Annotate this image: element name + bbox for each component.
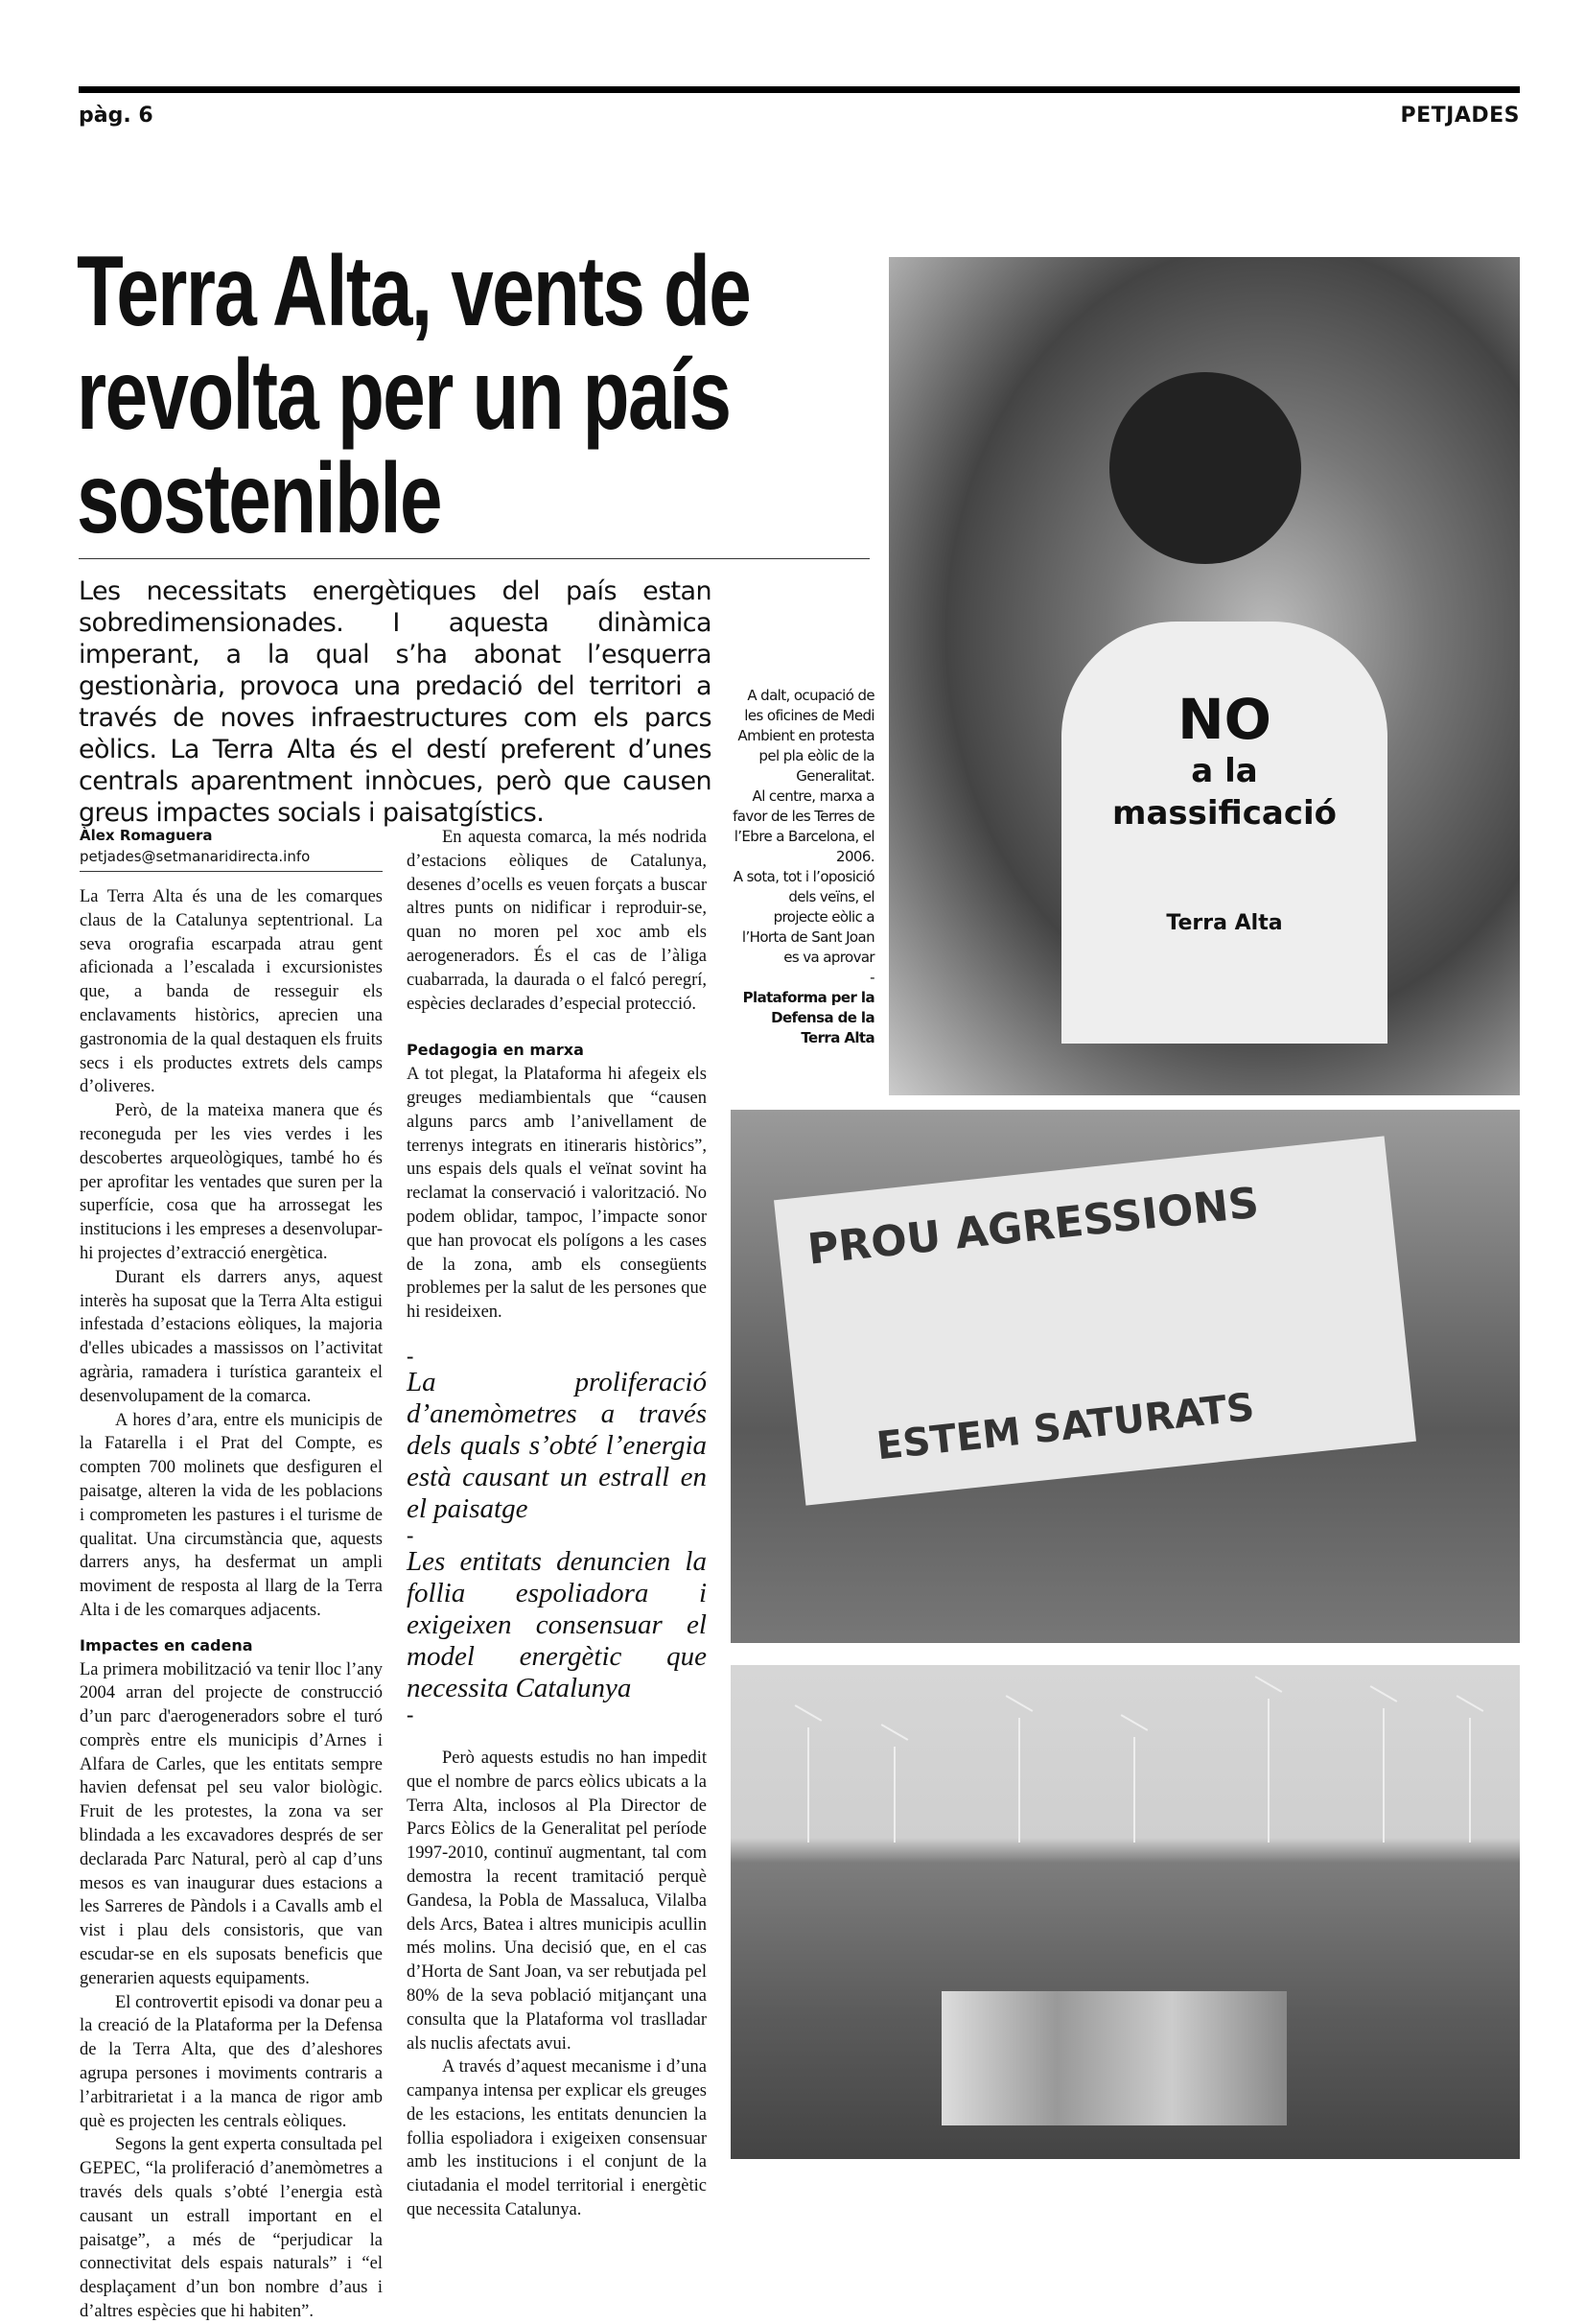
photo-caption [731, 686, 874, 1048]
shirt-text: NO [1177, 687, 1271, 752]
photo-march-banner [731, 1110, 1520, 1643]
shirt-text: massificació [1112, 794, 1337, 833]
page-number: pàg. 6 [79, 104, 153, 128]
banner-text: ESTEM SATURATS [874, 1385, 1257, 1469]
headline-rule [79, 558, 870, 559]
caption-dash: - [870, 969, 874, 986]
paragraph: La primera mobilització va tenir lloc l’any 2004 arran del projecte de construcció d’un parc d'aerogeneradors sobre el turó comprès entre els municipis d’Arnes i Alfara de Carles, que les entitats sempre havien defensat pel seu valor biològic. Fruit de les protestes, la zona va ser blindada a les excavadores després de ser declarada Parc Natural, però al cap d’uns mesos es van inaugurar dues estacions a les Sarreres de Pàndols i a Cavalls amb el vist i plau dels consistoris, que van escudar-se en els suposats beneficis que generarien aquests equipaments. [80, 1659, 383, 1988]
author-email[interactable]: petjades@setmanaridirecta.info [80, 846, 383, 872]
author: Àlex Romaguera [80, 827, 213, 844]
column-1 [80, 825, 383, 2324]
paragraph: La Terra Alta és una de les comarques claus de la Catalunya septentrional. La seva orografia escarpada atrau gent aficionada a l’escalada i excursionistes que, a banda de resseguir els enclavaments històrics, aprecien una gastronomia de la qual destaquen els fruits secs i els productes extrets dels camps d’oliveres. [80, 887, 383, 1097]
headline: Terra Alta, vents de revolta per un país sostenible [77, 236, 751, 554]
tshirt [1061, 622, 1387, 1044]
standfirst: Les necessitats energètiques del país estan sobredimensionades. I aquesta dinàmica imperant, a la qual s’ha abonat l’esquerra gestionària, provoca una predació del territori a través de noves infraestructures com els parcs eòlics. La Terra Alta és el destí preferent d’unes centrals aparentment innòcues, però que causen greus impactes socials i paisatgístics. [79, 576, 711, 828]
shirt-text: a la [1191, 752, 1258, 790]
turbine [1268, 1699, 1270, 1843]
turbine [1018, 1718, 1020, 1843]
photo-wind-turbines [731, 1665, 1520, 2159]
paragraph: A tot plegat, la Plataforma hi afegeix els greuges mediambientals que “causen alguns parcs amb l’anivellament de terrenys integrats en itineraris històrics”, uns espais dels quals el veïnat sovint ha reclamat la conservació i valorització. No podem oblidar, tampoc, l’impacte sonor que han provocat els polígons a les cases de la zona, amb els consegüents problemes per la salut de les persones que hi resideixen. [407, 1065, 707, 1323]
paragraph: A hores d’ara, entre els municipis de la Fatarella i el Prat del Compte, es compten 700 molinets que desfiguren el paisatge, alteren la vida de les poblacions i comprometen les pastures i el turisme de qualitat. Una circumstància que, aquests darrers anys, ha desfermat un ampli moviment de resposta al llarg de la Terra Alta i de les comarques adjacents. [80, 1410, 383, 1620]
turbine [807, 1727, 809, 1843]
subheading: Pedagogia en marxa [407, 1041, 584, 1060]
paragraph: En aquesta comarca, la més nodrida d’estacions eòliques de Catalunya, desenes d’ocells es veuen forçats a buscar altres punts on nidificar i reproduir-se, quan no moren pel xoc amb els aerogeneradors. És el cas de l’àliga cuabarrada, la daurada o el falcó peregrí, espècies declarades d’especial protecció. [407, 828, 707, 1014]
turbine [1383, 1708, 1385, 1843]
pull-quote [407, 1343, 707, 1726]
paragraph: Durant els darrers anys, aquest interès ha suposat que la Terra Alta estigui infestada d’estacions eòliques, la majoria d'elles ubicades a massissos on l’activitat agrària, ramadera i turística garanteix el desenvolupament de la comarca. [80, 1267, 383, 1406]
paragraph: El controvertit episodi va donar peu a la creació de la Plataforma per la Defensa de la Terra Alta, que des d’aleshores agrupa persones i moviments contraris a l’arbitrarietat i a la manca de rigor amb què es projecten les centrals eòliques. [80, 1992, 383, 2131]
banner-text: PROU AGRESSIONS [804, 1178, 1262, 1275]
shirt-brand: Terra Alta [1166, 911, 1283, 935]
banner [774, 1136, 1416, 1505]
paragraph: Segons la gent experta consultada pel GEPEC, “la proliferació d’anemòmetres a través dels quals s’obté l’energia està causant un estrall important en el paisatge”, a més de “perjudicar la connectivitat dels espais naturals” i “el desplaçament d’un bon nombre d’aus i d’altres espècies que hi habiten”. [80, 2135, 383, 2322]
dash: - [407, 1343, 414, 1368]
caption-line: A sota, tot i l’oposició dels veïns, el projecte eòlic a l’Horta de Sant Joan es va aprovar [733, 868, 874, 966]
headline-container [77, 236, 873, 556]
top-rule [79, 86, 1520, 93]
pull-quote-2: Les entitats denuncien la follia espoliadora i exigeixen consensuar el model energètic que necessita Catalunya [407, 1545, 707, 1703]
caption-line: A dalt, ocupació de les oficines de Medi Ambient en protesta pel pla eòlic de la Generalitat. [737, 687, 874, 785]
village [942, 1991, 1287, 2125]
turbine [894, 1747, 896, 1843]
turbine [1469, 1718, 1471, 1843]
subheading: Impactes en cadena [80, 1635, 253, 1655]
paragraph: A través d’aquest mecanisme i d’una campanya intensa per explicar els greuges de les estacions, les entitats denuncien la follia espoliadora i exigeixen consensuar amb les institucions i el conjunt de la ciutadania el model territorial i energètic que necessita Catalunya. [407, 2057, 707, 2220]
photo-credit: Plataforma per la Defensa de la Terra Alta [742, 989, 874, 1046]
section-name: PETJADES [1400, 104, 1520, 128]
pull-quote-1: La proliferació d’anemòmetres a través dels quals s’obté l’energia està causant un estrall en el paisatge [407, 1366, 707, 1524]
dash: - [407, 1702, 414, 1726]
photo-protest-masks [889, 257, 1520, 1095]
caption-line: Al centre, marxa a favor de les Terres de l’Ebre a Barcelona, el 2006. [733, 787, 874, 865]
paragraph: Però aquests estudis no han impedit que el nombre de parcs eòlics ubicats a la Terra Alta, inclosos al Pla Director de Parcs Eòlics de la Generalitat pel període 1997-2010, continuï augmentant, tal com demostra la recent tramitació perquè Gandesa, la Pobla de Massaluca, Vilalba dels Arcs, Batea i altres municipis acullin més molins. Una decisió que, en el cas d’Horta de Sant Joan, va ser rebutjada pel 80% de la seva població mitjançant una consulta que la Plataforma vol traslladar als nuclis afectats avui. [407, 1748, 707, 2054]
paragraph: Però, de la mateixa manera que és reconeguda per les vies verdes i les descobertes arqueològiques, també ho és per aprofitar les ventades que suren per la superfície, cosa que ha arrossegat les institucions i les empreses a desenvolupar-hi projectes d’extracció energètica. [80, 1101, 383, 1263]
turbine [1133, 1737, 1135, 1843]
column-2 [407, 826, 707, 2222]
dash: - [407, 1522, 414, 1547]
gas-mask [1109, 372, 1301, 564]
